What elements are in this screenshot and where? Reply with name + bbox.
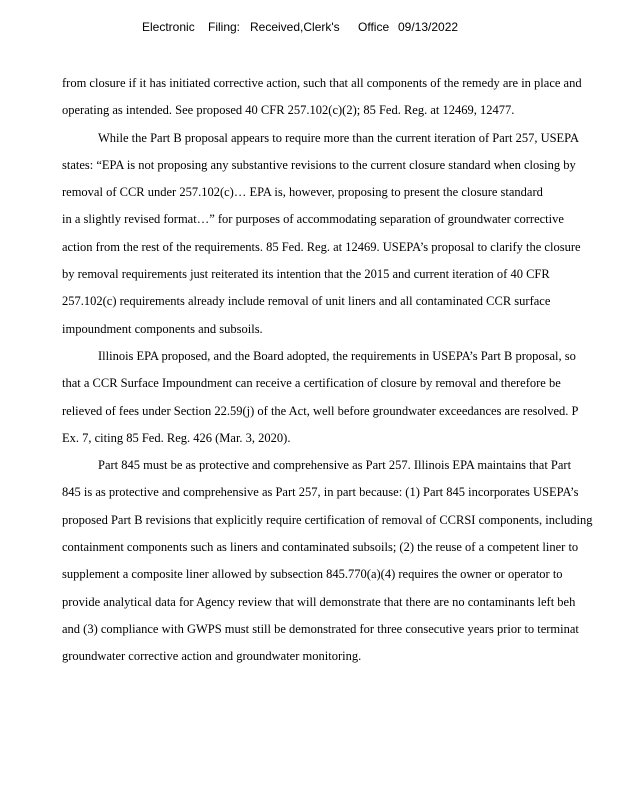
text-line: operating as intended. See proposed 40 CFR 257.102(c)(2); 85 Fed. Reg. at 12469, 12477. — [62, 103, 515, 118]
text-line: 845 is as protective and comprehensive as Part 257, in part because: (1) Part 845 incorporates USEPA’s — [62, 485, 579, 500]
text-line: and (3) compliance with GWPS must still be demonstrated for three consecutive years prior to terminat — [62, 621, 579, 636]
paragraph-start-line: Part 845 must be as protective and comprehensive as Part 257. Illinois EPA maintains that Part — [98, 458, 572, 473]
text-line: from closure if it has initiated corrective action, such that all components of the remedy are in place and — [62, 76, 582, 90]
header-date: 09/13/2022 — [398, 20, 459, 34]
paragraph-start-line: Illinois EPA proposed, and the Board adopted, the requirements in USEPA’s Part B proposal, so — [98, 348, 576, 363]
paragraph-start-line: While the Part B proposal appears to require more than the current iteration of Part 257, USEPA — [98, 130, 580, 145]
header-filing: Filing: — [208, 20, 241, 34]
text-line: removal of CCR under 257.102(c)… EPA is, however, proposing to present the closure standard — [62, 185, 543, 200]
text-line: action from the rest of the requirements. 85 Fed. Reg. at 12469. USEPA’s proposal to clarify the closure — [62, 239, 581, 254]
text-line: in a slightly revised format…” for purposes of accommodating separation of groundwater corrective — [62, 212, 564, 227]
header-electronic: Electronic — [142, 20, 195, 34]
text-line: groundwater corrective action and groundwater monitoring. — [62, 649, 362, 664]
filing-stamp-header — [142, 19, 458, 35]
text-line: relieved of fees under Section 22.59(j) of the Act, well before groundwater exceedances are resolved. P — [62, 403, 579, 418]
document-body — [62, 70, 618, 671]
text-line: containment components such as liners and contaminated subsoils; (2) the reuse of a competent liner to — [62, 540, 579, 555]
header-office: Office — [358, 20, 390, 34]
header-received-clerks: Received,Clerk's — [250, 20, 340, 34]
text-line: Ex. 7, citing 85 Fed. Reg. 426 (Mar. 3, 2020). — [62, 430, 291, 445]
text-line: provide analytical data for Agency review that will demonstrate that there are no contaminants left beh — [62, 594, 576, 609]
text-line: 257.102(c) requirements already include removal of unit liners and all contaminated CCR surface — [62, 294, 551, 309]
text-line: impoundment components and subsoils. — [62, 321, 263, 336]
text-line: states: “EPA is not proposing any substantive revisions to the current closure standard when closing by — [62, 157, 576, 172]
text-line: that a CCR Surface Impoundment can receive a certification of closure by removal and therefore be — [62, 376, 561, 391]
text-line: proposed Part B revisions that explicitly require certification of removal of CCRSI components, including — [62, 512, 593, 527]
text-line: by removal requirements just reiterated its intention that the 2015 and current iteration of 40 CFR — [62, 267, 550, 282]
text-line: supplement a composite liner allowed by subsection 845.770(a)(4) requires the owner or operator to — [62, 567, 563, 582]
